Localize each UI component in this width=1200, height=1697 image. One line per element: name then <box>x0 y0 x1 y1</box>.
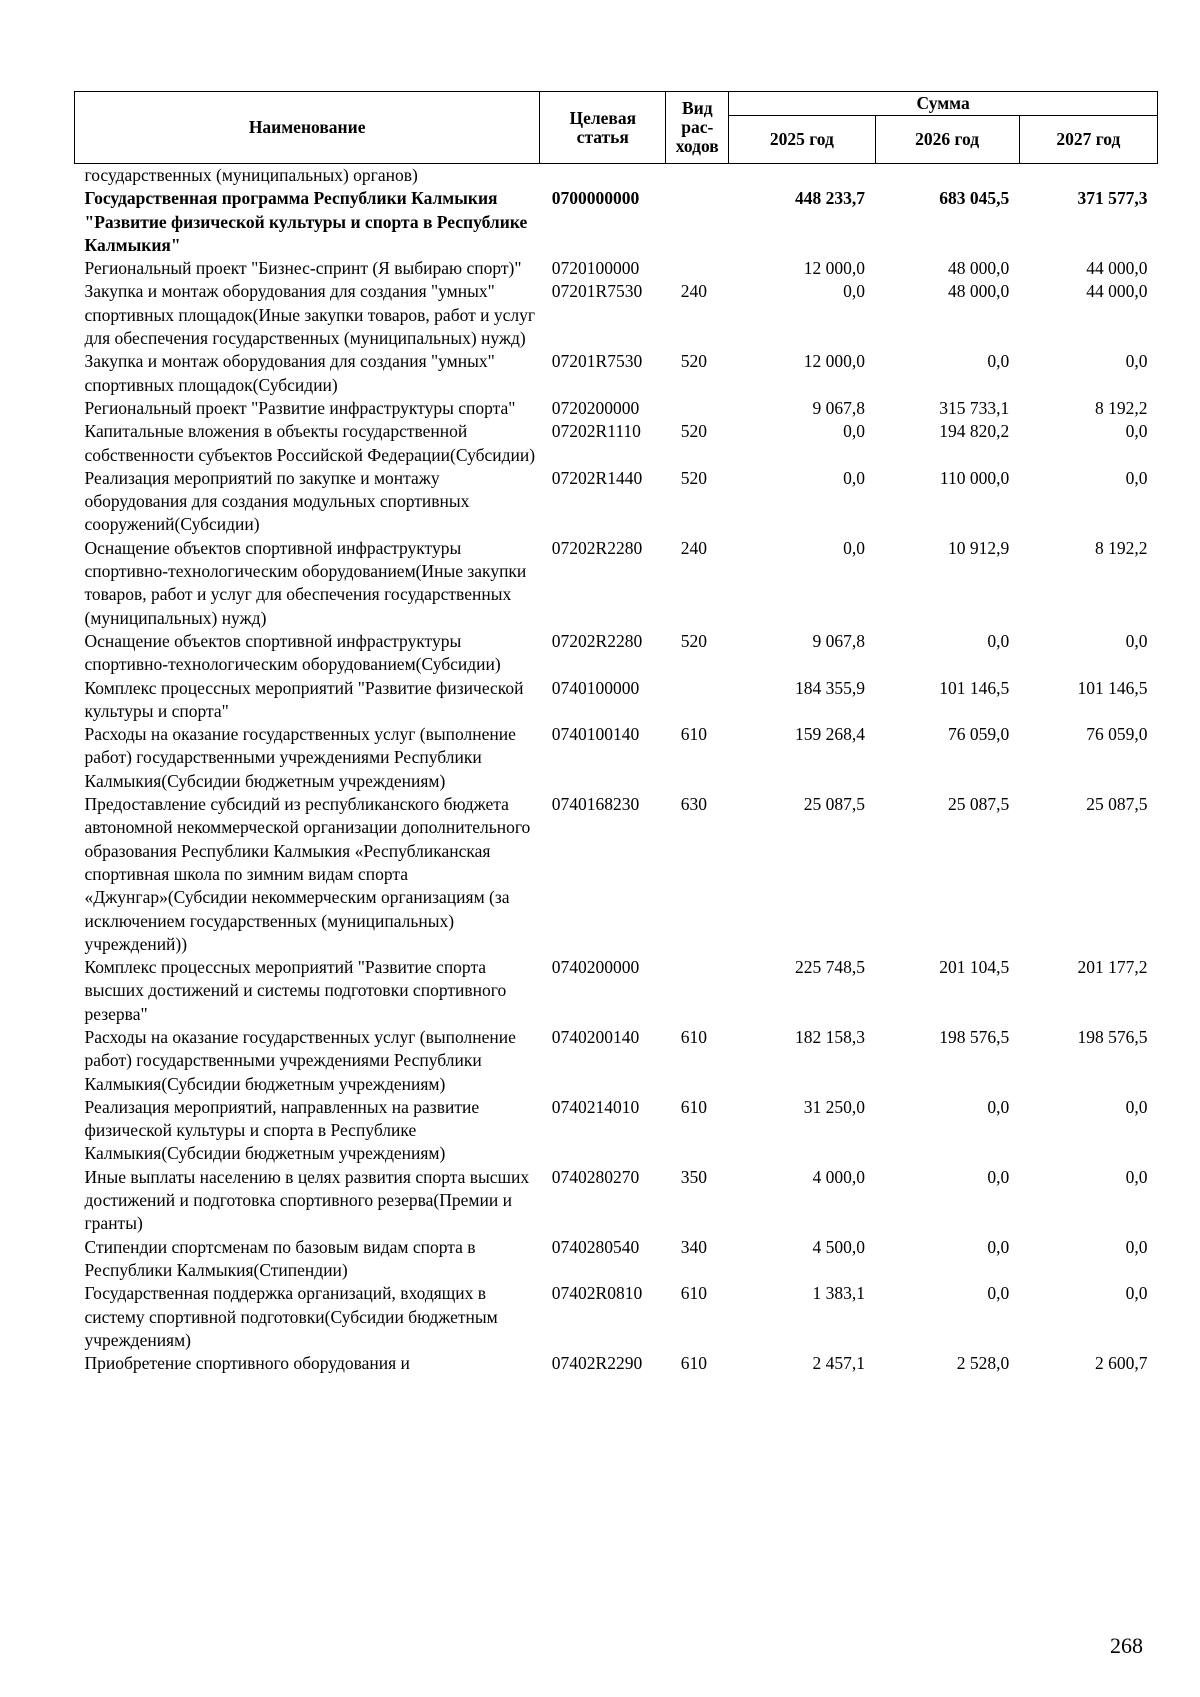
row-value-2025: 9 067,8 <box>812 397 866 418</box>
row-value-2025: 0,0 <box>843 467 866 488</box>
row-value-2025: 0,0 <box>843 421 866 442</box>
row-code: 0700000000 <box>551 188 640 209</box>
row-code: 07402R2290 <box>551 1353 643 1374</box>
row-type: 520 <box>680 351 708 372</box>
row-name: Региональный проект "Бизнес-спринт (Я выбираю спорт)" <box>84 258 522 279</box>
row-code: 07202R1440 <box>551 467 643 488</box>
row-code: 07202R2280 <box>551 630 643 651</box>
row-name: Расходы на оказание государственных услуг (выполнение работ) государственными учреждениями Республики Калмыкия(Субсидии бюджетным учреждениям) <box>84 1026 516 1094</box>
row-code: 0740100000 <box>551 677 640 698</box>
row-name: Реализация мероприятий по закупке и монтажу оборудования для создания модульных спортивных сооружений(Субсидии) <box>84 467 470 535</box>
row-value-2026: 0,0 <box>987 1283 1010 1304</box>
row-value-2027: 0,0 <box>1125 421 1148 442</box>
row-name: Приобретение спортивного оборудования и <box>84 1353 410 1374</box>
row-value-2025: 12 000,0 <box>803 351 866 372</box>
budget-table <box>74 91 1158 1375</box>
row-value-2026: 0,0 <box>987 1166 1010 1187</box>
header-type-line2: рас- <box>681 117 714 137</box>
row-type: 610 <box>680 1353 708 1374</box>
header-type <box>666 92 729 164</box>
row-value-2025: 12 000,0 <box>803 258 866 279</box>
row-type <box>666 397 729 420</box>
table-row <box>75 1096 1158 1166</box>
row-value-2025 <box>729 164 875 188</box>
row-type: 610 <box>680 1026 708 1047</box>
row-value-2027: 198 576,5 <box>1077 1026 1148 1047</box>
row-value-2026: 0,0 <box>987 1236 1010 1257</box>
row-value-2026: 110 000,0 <box>939 467 1010 488</box>
row-type: 630 <box>680 794 708 815</box>
row-value-2027: 201 177,2 <box>1077 957 1148 978</box>
row-value-2026: 2 528,0 <box>956 1353 1010 1374</box>
row-name: Иные выплаты населению в целях развития спорта высших достижений и подготовка спортивного резерва(Премии и гранты) <box>84 1166 530 1234</box>
row-code: 0740280540 <box>551 1236 640 1257</box>
row-type: 340 <box>680 1236 708 1257</box>
table-row <box>75 280 1158 350</box>
row-value-2027: 2 600,7 <box>1095 1353 1148 1374</box>
row-value-2026: 194 820,2 <box>939 421 1010 442</box>
row-value-2027: 0,0 <box>1125 1283 1148 1304</box>
table-row <box>75 537 1158 630</box>
row-type: 610 <box>680 1096 708 1117</box>
row-code: 0740280270 <box>551 1166 640 1187</box>
row-code <box>540 164 666 188</box>
header-code-line1: Целевая <box>569 107 637 128</box>
header-type-line1: Вид <box>681 98 713 118</box>
table-row <box>75 630 1158 677</box>
row-code: 07202R2280 <box>551 537 643 558</box>
row-value-2025: 31 250,0 <box>803 1096 866 1117</box>
row-value-2026: 48 000,0 <box>948 258 1010 279</box>
row-value-2025: 25 087,5 <box>803 794 866 815</box>
table-row <box>75 164 1158 188</box>
row-value-2026: 48 000,0 <box>948 281 1010 302</box>
row-value-2027: 371 577,3 <box>1077 188 1148 209</box>
row-name: Государственная поддержка организаций, входящих в систему спортивной подготовки(Субсидии бюджетным учреждениям) <box>84 1283 498 1350</box>
row-value-2025: 2 457,1 <box>812 1353 866 1374</box>
row-value-2027: 44 000,0 <box>1086 281 1148 302</box>
header-code-line2: статья <box>576 126 629 147</box>
table-row <box>75 1236 1158 1283</box>
row-type <box>666 164 729 188</box>
table-row <box>75 1026 1158 1096</box>
row-value-2025: 184 355,9 <box>795 677 866 698</box>
row-name: Региональный проект "Развитие инфраструктуры спорта" <box>84 397 516 418</box>
row-value-2025: 159 268,4 <box>795 724 866 745</box>
header-year-2026: 2026 год <box>875 116 1019 164</box>
row-type: 350 <box>680 1166 708 1187</box>
row-type: 610 <box>680 1283 708 1304</box>
row-value-2027: 0,0 <box>1125 467 1148 488</box>
row-value-2027: 0,0 <box>1125 1166 1148 1187</box>
row-type: 520 <box>680 467 708 488</box>
row-name: Расходы на оказание государственных услуг (выполнение работ) государственными учреждениями Республики Калмыкия(Субсидии бюджетным учреждениям) <box>84 724 516 791</box>
row-value-2027 <box>1019 164 1157 188</box>
row-value-2025: 182 158,3 <box>795 1026 866 1047</box>
table-row <box>75 1352 1158 1375</box>
row-value-2027: 0,0 <box>1125 1236 1148 1257</box>
row-code: 07202R1110 <box>551 421 641 442</box>
row-name: Государственная программа Республики Калмыкия "Развитие физической культуры и спорта в Республике Калмыкия" <box>84 188 528 255</box>
table-row <box>75 723 1158 793</box>
table-row <box>75 187 1158 257</box>
table-row <box>75 420 1158 467</box>
row-type: 610 <box>680 724 708 745</box>
row-code: 07201R7530 <box>551 281 643 302</box>
row-value-2025: 225 748,5 <box>795 957 866 978</box>
row-type: 520 <box>680 630 708 651</box>
table-row <box>75 956 1158 1026</box>
header-code <box>540 92 666 164</box>
table-row <box>75 350 1158 397</box>
row-type: 240 <box>680 537 708 558</box>
table-row <box>75 397 1158 420</box>
header-name: Наименование <box>75 92 540 164</box>
row-value-2027: 0,0 <box>1125 630 1148 651</box>
row-value-2027: 0,0 <box>1125 1096 1148 1117</box>
row-name: Стипендии спортсменам по базовым видам спорта в Республики Калмыкия(Стипендии) <box>84 1236 476 1280</box>
row-value-2026: 10 912,9 <box>948 537 1010 558</box>
page-number: 268 <box>1110 1633 1143 1658</box>
row-code: 0720200000 <box>551 397 640 418</box>
row-name: государственных (муниципальных) органов) <box>84 165 418 185</box>
row-value-2027: 8 192,2 <box>1095 537 1148 558</box>
table-body <box>75 164 1158 1376</box>
row-type <box>666 187 729 257</box>
header-year-2025: 2025 год <box>729 116 875 164</box>
header-year-2027: 2027 год <box>1019 116 1157 164</box>
row-value-2027: 101 146,5 <box>1077 677 1148 698</box>
row-code: 0740100140 <box>551 724 640 745</box>
row-name: Комплекс процессных мероприятий "Развитие спорта высших достижений и системы подготовки спортивного резерва" <box>84 957 507 1024</box>
row-code: 0720100000 <box>551 258 640 279</box>
row-value-2026: 101 146,5 <box>939 677 1010 698</box>
row-code: 0740200140 <box>551 1026 640 1047</box>
row-value-2026: 0,0 <box>987 630 1010 651</box>
row-value-2026: 315 733,1 <box>939 397 1010 418</box>
row-value-2026: 0,0 <box>987 351 1010 372</box>
row-value-2025: 448 233,7 <box>795 188 866 209</box>
row-code: 0740168230 <box>551 794 640 815</box>
row-code: 0740214010 <box>551 1096 640 1117</box>
row-value-2026: 0,0 <box>987 1096 1010 1117</box>
table-row <box>75 1166 1158 1236</box>
table-row <box>75 467 1158 537</box>
row-name: Комплекс процессных мероприятий "Развитие физической культуры и спорта" <box>84 677 524 721</box>
row-value-2025: 0,0 <box>843 537 866 558</box>
row-value-2025: 0,0 <box>843 281 866 302</box>
row-value-2026: 76 059,0 <box>948 724 1010 745</box>
row-value-2025: 4 000,0 <box>812 1166 866 1187</box>
row-name: Закупка и монтаж оборудования для создания "умных" спортивных площадок(Субсидии) <box>84 351 495 395</box>
header-type-line3: ходов <box>675 136 719 156</box>
row-value-2027: 25 087,5 <box>1086 794 1148 815</box>
table-row <box>75 793 1158 956</box>
row-code: 07201R7530 <box>551 351 643 372</box>
row-name: Оснащение объектов спортивной инфраструктуры спортивно-технологическим оборудованием(Иные закупки товаров, работ и услуг для обеспечения государственных (муниципальных) нужд) <box>84 537 527 628</box>
row-name: Оснащение объектов спортивной инфраструктуры спортивно-технологическим оборудованием(Субсидии) <box>84 630 501 675</box>
row-value-2026: 198 576,5 <box>939 1026 1010 1047</box>
row-value-2026 <box>875 164 1019 188</box>
row-code: 0740200000 <box>551 957 640 978</box>
table-row <box>75 1282 1158 1352</box>
row-name: Капитальные вложения в объекты государственной собственности субъектов Российской Федерации(Субсидии) <box>84 421 536 465</box>
row-value-2027: 8 192,2 <box>1095 397 1148 418</box>
row-value-2026: 25 087,5 <box>948 794 1010 815</box>
row-type: 240 <box>680 281 708 302</box>
row-type <box>666 677 729 724</box>
table-header <box>75 92 1158 164</box>
header-sum: Сумма <box>729 92 1158 116</box>
row-type: 520 <box>680 421 708 442</box>
table-row <box>75 257 1158 280</box>
row-value-2027: 76 059,0 <box>1086 724 1148 745</box>
row-value-2025: 9 067,8 <box>812 630 866 651</box>
row-type <box>666 257 729 280</box>
row-name: Реализация мероприятий, направленных на развитие физической культуры и спорта в Республике Калмыкия(Субсидии бюджетным учреждениям) <box>84 1096 480 1164</box>
row-value-2026: 683 045,5 <box>939 188 1010 209</box>
row-value-2025: 4 500,0 <box>812 1236 866 1257</box>
table-row <box>75 677 1158 724</box>
row-code: 07402R0810 <box>551 1283 643 1304</box>
row-value-2025: 1 383,1 <box>812 1283 866 1304</box>
row-type <box>666 956 729 1026</box>
row-name: Закупка и монтаж оборудования для создания "умных" спортивных площадок(Иные закупки товаров, работ и услуг для обеспечения государственных (муниципальных) нужд) <box>84 281 536 349</box>
row-name: Предоставление субсидий из республиканского бюджета автономной некоммерческой организации дополнительного образования Республики Калмыкия «Республиканская спортивная школа по зимним видам спорта «Джунгар»(Субсидии некоммерческим организациям (за исключением государственных (муниципальных) учреждений)) <box>84 794 531 954</box>
row-value-2027: 0,0 <box>1125 351 1148 372</box>
row-value-2027: 44 000,0 <box>1086 258 1148 279</box>
row-value-2026: 201 104,5 <box>939 957 1010 978</box>
